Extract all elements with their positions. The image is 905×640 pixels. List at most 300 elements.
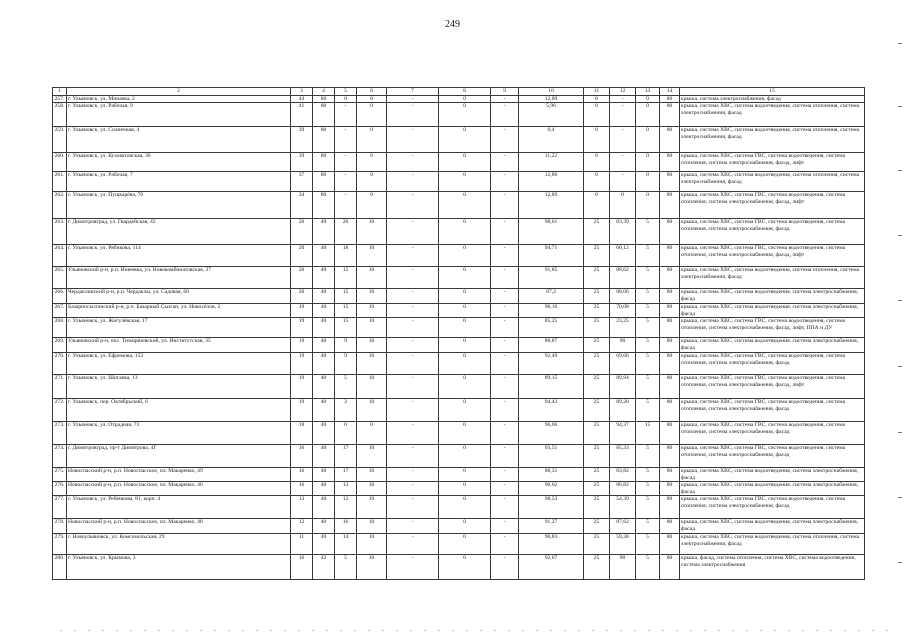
row-number-cell: 280. (53, 555, 67, 580)
table-row (53, 267, 865, 289)
value-cell-c6: 10 (357, 375, 387, 399)
row-number-cell: 267. (53, 304, 67, 318)
value-cell-c11: 25 (584, 353, 610, 375)
value-cell-c10: 6,4 (519, 127, 584, 153)
value-cell-c11: 25 (584, 338, 610, 353)
value-cell-c14: 80 (660, 338, 680, 353)
table-row (53, 245, 865, 267)
value-cell-c10: 94,43 (519, 399, 584, 422)
value-cell-c6: 10 (357, 289, 387, 304)
value-cell-c6: 0 (357, 192, 387, 219)
address-cell: г. Ульяновск, ул. Рабочая, 9 (67, 103, 291, 127)
value-cell-c14: 80 (660, 375, 680, 399)
address-cell: Новоспасский р-н, р.п. Новоспасское, пл. Макаренко, 49 (67, 468, 291, 482)
value-cell-c3: 19 (291, 399, 313, 422)
value-cell-c11: 25 (584, 375, 610, 399)
value-cell-c11: 25 (584, 399, 610, 422)
value-cell-c11: 0 (584, 192, 610, 219)
row-number-cell: 278. (53, 519, 67, 534)
value-cell-c3: 44 (291, 96, 313, 103)
works-list-cell: крыша, система ХВС, система водоотведения, система отопления, система электроснабжения, фасад (680, 103, 865, 127)
row-number-cell: 276. (53, 482, 67, 496)
works-list-cell: крыша, система ХВС, система ГВС, система водоотведения, система отопления, система электроснабжения, фасад (680, 219, 865, 245)
value-cell-c13: 5 (636, 534, 660, 555)
value-cell-c3: 16 (291, 445, 313, 468)
value-cell-c5: - (335, 153, 357, 172)
value-cell-c10: 98,61 (519, 219, 584, 245)
value-cell-c9: - (491, 153, 519, 172)
value-cell-c10: 91,27 (519, 519, 584, 534)
value-cell-c7: - (387, 127, 439, 153)
value-cell-c14: 80 (660, 496, 680, 519)
value-cell-c7: - (387, 482, 439, 496)
address-cell: Новоспасский р-н, р.п. Новоспасское, пл. Макаренко, 48 (67, 519, 291, 534)
row-number-cell: 270. (53, 353, 67, 375)
edge-mark (898, 300, 902, 301)
value-cell-c4: 40 (313, 482, 335, 496)
value-cell-c10: 98,53 (519, 496, 584, 519)
value-cell-c7: - (387, 422, 439, 445)
value-cell-c8: 0 (439, 267, 491, 289)
value-cell-c4: 40 (313, 219, 335, 245)
value-cell-c14: 80 (660, 318, 680, 338)
value-cell-c10: 92,49 (519, 353, 584, 375)
value-cell-c5: 9 (335, 353, 357, 375)
value-cell-c5: - (335, 172, 357, 192)
address-cell: г. Ульяновск, ул. Минаева, 2 (67, 96, 291, 103)
value-cell-c4: 80 (313, 153, 335, 172)
value-cell-c14: 80 (660, 445, 680, 468)
works-list-cell: крыша, система электроснабжения, фасад (680, 96, 865, 103)
value-cell-c3: 19 (291, 353, 313, 375)
value-cell-c10: 11,22 (519, 153, 584, 172)
value-cell-c6: 10 (357, 304, 387, 318)
value-cell-c3: 39 (291, 127, 313, 153)
value-cell-c14: 80 (660, 468, 680, 482)
value-cell-c10: 96,66 (519, 422, 584, 445)
value-cell-c6: 0 (357, 103, 387, 127)
value-cell-c4: 40 (313, 375, 335, 399)
table-row (53, 172, 865, 192)
value-cell-c14: 80 (660, 482, 680, 496)
value-cell-c8: 0 (439, 153, 491, 172)
value-cell-c6: 10 (357, 555, 387, 580)
value-cell-c11: 0 (584, 127, 610, 153)
column-number: 3 (291, 88, 313, 96)
value-cell-c5: 20 (335, 219, 357, 245)
table-row (53, 153, 865, 172)
value-cell-c12: 85,33 (610, 445, 636, 468)
value-cell-c7: - (387, 153, 439, 172)
value-cell-c3: 12 (291, 519, 313, 534)
value-cell-c6: 10 (357, 399, 387, 422)
value-cell-c7: - (387, 534, 439, 555)
page-number: 249 (445, 19, 460, 30)
value-cell-c13: 5 (636, 219, 660, 245)
table-row (53, 192, 865, 219)
value-cell-c10: 90,62 (519, 482, 584, 496)
row-number-cell: 272. (53, 399, 67, 422)
edge-mark (898, 235, 902, 236)
value-cell-c7: - (387, 103, 439, 127)
value-cell-c6: 10 (357, 468, 387, 482)
value-cell-c9: - (491, 172, 519, 192)
value-cell-c8: 0 (439, 422, 491, 445)
value-cell-c5: 16 (335, 519, 357, 534)
value-cell-c9: - (491, 338, 519, 353)
value-cell-c7: - (387, 245, 439, 267)
works-list-cell: крыша, система ХВС, система ГВС, система водоотведения, система отопления, система электроснабжения, фасад (680, 422, 865, 445)
value-cell-c7: - (387, 399, 439, 422)
address-cell: г. Ульяновск, ул. Рабочая, 7 (67, 172, 291, 192)
value-cell-c14: 80 (660, 219, 680, 245)
value-cell-c12: 86,82 (610, 482, 636, 496)
edge-mark (898, 106, 902, 107)
value-cell-c14: 80 (660, 172, 680, 192)
row-number-cell: 259. (53, 127, 67, 153)
value-cell-c12: - (610, 172, 636, 192)
value-cell-c14: 80 (660, 353, 680, 375)
value-cell-c5: 12 (335, 496, 357, 519)
value-cell-c13: 0 (636, 127, 660, 153)
address-cell: г. Ульяновск, ул. Солнечная, 4 (67, 127, 291, 153)
table-row (53, 519, 865, 534)
value-cell-c14: 80 (660, 153, 680, 172)
value-cell-c8: 0 (439, 96, 491, 103)
value-cell-c13: 0 (636, 192, 660, 219)
column-number: 10 (519, 88, 584, 96)
value-cell-c4: 40 (313, 338, 335, 353)
table-row (53, 219, 865, 245)
edge-mark (898, 170, 902, 171)
value-cell-c3: 41 (291, 103, 313, 127)
value-cell-c8: 0 (439, 127, 491, 153)
housing-registry-table (52, 87, 865, 580)
value-cell-c8: 0 (439, 219, 491, 245)
value-cell-c4: 40 (313, 519, 335, 534)
table-row (53, 96, 865, 103)
value-cell-c9: - (491, 192, 519, 219)
address-cell: г. Ульяновск, ул. Пушкарёва, 70 (67, 192, 291, 219)
value-cell-c13: 15 (636, 422, 660, 445)
value-cell-c13: 5 (636, 338, 660, 353)
value-cell-c9: - (491, 468, 519, 482)
value-cell-c11: 25 (584, 289, 610, 304)
table-row (53, 318, 865, 338)
row-number-cell: 257. (53, 96, 67, 103)
value-cell-c13: 5 (636, 353, 660, 375)
value-cell-c6: 0 (357, 127, 387, 153)
value-cell-c7: - (387, 353, 439, 375)
value-cell-c9: - (491, 289, 519, 304)
value-cell-c5: - (335, 127, 357, 153)
value-cell-c7: - (387, 496, 439, 519)
value-cell-c8: 0 (439, 304, 491, 318)
table-row (53, 399, 865, 422)
value-cell-c7: - (387, 318, 439, 338)
address-cell: Ульяновский р-н, пос. Тимирязевский, ул. Институтская, 35 (67, 338, 291, 353)
value-cell-c9: - (491, 399, 519, 422)
value-cell-c4: 40 (313, 353, 335, 375)
value-cell-c12: 23,25 (610, 318, 636, 338)
value-cell-c12: - (610, 127, 636, 153)
value-cell-c6: 10 (357, 353, 387, 375)
value-cell-c4: 80 (313, 96, 335, 103)
works-list-cell: крыша, система ХВС, система водоотведения, система отопления, система электроснабжения, фасад (680, 172, 865, 192)
address-cell: г. Новоульяновск, ул. Комсомольская, 29 (67, 534, 291, 555)
value-cell-c13: 5 (636, 289, 660, 304)
value-cell-c5: 0 (335, 422, 357, 445)
value-cell-c10: 93,51 (519, 445, 584, 468)
works-list-cell: крыша, система ХВС, система ГВС, система водоотведения, система отопления, система электроснабжения, фасад, лифт, ППА и ДУ (680, 318, 865, 338)
value-cell-c12: - (610, 96, 636, 103)
value-cell-c4: 80 (313, 127, 335, 153)
value-cell-c9: - (491, 219, 519, 245)
value-cell-c8: 0 (439, 172, 491, 192)
value-cell-c8: 0 (439, 468, 491, 482)
value-cell-c11: 0 (584, 103, 610, 127)
row-number-cell: 277. (53, 496, 67, 519)
value-cell-c3: 16 (291, 482, 313, 496)
value-cell-c6: 10 (357, 245, 387, 267)
value-cell-c9: - (491, 127, 519, 153)
value-cell-c4: 42 (313, 555, 335, 580)
value-cell-c6: 10 (357, 534, 387, 555)
address-cell: Чердаклинский р-н, р.п. Чердаклы, ул. Садовая, 60 (67, 289, 291, 304)
value-cell-c3: 20 (291, 245, 313, 267)
value-cell-c9: - (491, 267, 519, 289)
column-number: 4 (313, 88, 335, 96)
row-number-cell: 264. (53, 245, 67, 267)
value-cell-c11: 25 (584, 318, 610, 338)
value-cell-c4: 80 (313, 103, 335, 127)
address-cell: г. Димитровград, пр-т Димитрова, 4Г (67, 445, 291, 468)
value-cell-c13: 5 (636, 445, 660, 468)
table-row (53, 482, 865, 496)
value-cell-c4: 40 (313, 445, 335, 468)
address-cell: г. Ульяновск, ул. Шигаева, 13 (67, 375, 291, 399)
value-cell-c13: 5 (636, 519, 660, 534)
table-row (53, 534, 865, 555)
value-cell-c11: 25 (584, 534, 610, 555)
value-cell-c5: 15 (335, 289, 357, 304)
value-cell-c5: 18 (335, 245, 357, 267)
column-number: 12 (610, 88, 636, 96)
column-number: 9 (491, 88, 519, 96)
value-cell-c9: - (491, 353, 519, 375)
value-cell-c4: 40 (313, 289, 335, 304)
value-cell-c12: 90 (610, 338, 636, 353)
column-number-row (53, 88, 865, 96)
value-cell-c5: 15 (335, 267, 357, 289)
value-cell-c8: 0 (439, 289, 491, 304)
works-list-cell: крыша, система ХВС, система водоотведения, система электроснабжения, фасад (680, 289, 865, 304)
value-cell-c6: 0 (357, 96, 387, 103)
value-cell-c13: 0 (636, 103, 660, 127)
value-cell-c13: 0 (636, 96, 660, 103)
value-cell-c7: - (387, 375, 439, 399)
value-cell-c10: 90,83 (519, 534, 584, 555)
value-cell-c5: 13 (335, 482, 357, 496)
value-cell-c14: 80 (660, 519, 680, 534)
value-cell-c14: 80 (660, 555, 680, 580)
value-cell-c13: 5 (636, 375, 660, 399)
value-cell-c12: 0 (610, 192, 636, 219)
value-cell-c10: 85,25 (519, 318, 584, 338)
value-cell-c14: 80 (660, 422, 680, 445)
value-cell-c7: - (387, 555, 439, 580)
column-number: 1 (53, 88, 67, 96)
value-cell-c9: - (491, 519, 519, 534)
value-cell-c12: 59,38 (610, 534, 636, 555)
edge-mark (898, 43, 902, 44)
value-cell-c5: 3 (335, 399, 357, 422)
address-cell: г. Ульяновск, ул. Крымова, 3 (67, 555, 291, 580)
works-list-cell: крыша, система ХВС, система водоотведения, система электроснабжения, фасад (680, 482, 865, 496)
table-row (53, 468, 865, 482)
value-cell-c4: 40 (313, 267, 335, 289)
edge-mark (898, 432, 902, 433)
works-list-cell: крыша, система ХВС, система водоотведения, система электроснабжения, фасад (680, 519, 865, 534)
value-cell-c6: 10 (357, 318, 387, 338)
value-cell-c7: - (387, 289, 439, 304)
edge-mark (898, 366, 902, 367)
address-cell: г. Ульяновск, ул. Кузоватовская, 30 (67, 153, 291, 172)
table-row (53, 445, 865, 468)
value-cell-c3: 20 (291, 219, 313, 245)
table-body (53, 96, 865, 580)
column-number: 8 (439, 88, 491, 96)
value-cell-c6: 10 (357, 445, 387, 468)
value-cell-c11: 25 (584, 267, 610, 289)
value-cell-c11: 25 (584, 468, 610, 482)
value-cell-c12: 88,06 (610, 289, 636, 304)
value-cell-c13: 5 (636, 399, 660, 422)
value-cell-c8: 0 (439, 245, 491, 267)
column-number: 14 (660, 88, 680, 96)
row-number-cell: 260. (53, 153, 67, 172)
value-cell-c4: 40 (313, 245, 335, 267)
address-cell: г. Ульяновск, ул. Рябикова, 114 (67, 245, 291, 267)
value-cell-c3: 34 (291, 192, 313, 219)
works-list-cell: крыша, система ХВС, система ГВС, система водоотведения, система отопления, система электроснабжения, фасад (680, 353, 865, 375)
value-cell-c4: 40 (313, 468, 335, 482)
table-row (53, 127, 865, 153)
works-list-cell: крыша, система ХВС, система ГВС, система водоотведения, система отопления, система электроснабжения, фасад, лифт (680, 245, 865, 267)
value-cell-c10: 88,87 (519, 338, 584, 353)
value-cell-c13: 5 (636, 496, 660, 519)
value-cell-c7: - (387, 445, 439, 468)
value-cell-c4: 40 (313, 534, 335, 555)
value-cell-c11: 25 (584, 245, 610, 267)
value-cell-c11: 25 (584, 496, 610, 519)
row-number-cell: 258. (53, 103, 67, 127)
works-list-cell: крыша, система ХВС, система ГВС, система водоотведения, система отопления, система электроснабжения, фасад, лифт (680, 375, 865, 399)
row-number-cell: 269. (53, 338, 67, 353)
value-cell-c5: 5 (335, 555, 357, 580)
works-list-cell: крыша, система ХВС, система ГВС, система водоотведения, система отопления, система электроснабжения, фасад, лифт (680, 192, 865, 219)
value-cell-c9: - (491, 445, 519, 468)
row-number-cell: 262. (53, 192, 67, 219)
value-cell-c4: 40 (313, 304, 335, 318)
value-cell-c8: 0 (439, 353, 491, 375)
value-cell-c8: 0 (439, 399, 491, 422)
value-cell-c11: 25 (584, 482, 610, 496)
value-cell-c13: 5 (636, 318, 660, 338)
value-cell-c9: - (491, 422, 519, 445)
value-cell-c11: 25 (584, 519, 610, 534)
value-cell-c9: - (491, 304, 519, 318)
column-number: 15 (680, 88, 865, 96)
works-list-cell: крыша, система ХВС, система водоотведения, система электроснабжения, фасад (680, 304, 865, 318)
value-cell-c3: 18 (291, 422, 313, 445)
value-cell-c12: 87,62 (610, 519, 636, 534)
value-cell-c3: 37 (291, 172, 313, 192)
table-row (53, 103, 865, 127)
value-cell-c12: - (610, 153, 636, 172)
value-cell-c3: 19 (291, 318, 313, 338)
value-cell-c6: 0 (357, 422, 387, 445)
value-cell-c5: 5 (335, 375, 357, 399)
value-cell-c4: 80 (313, 192, 335, 219)
value-cell-c8: 0 (439, 338, 491, 353)
address-cell: г. Димитровград, ул. Гвардейская, 42 (67, 219, 291, 245)
works-list-cell: крыша, система ХВС, система водоотведения, система отопления, система электроснабжения, фасад (680, 267, 865, 289)
value-cell-c10: 12,86 (519, 172, 584, 192)
row-number-cell: 271. (53, 375, 67, 399)
value-cell-c13: 5 (636, 304, 660, 318)
value-cell-c13: 5 (636, 482, 660, 496)
column-number: 5 (335, 88, 357, 96)
value-cell-c5: 14 (335, 534, 357, 555)
value-cell-c8: 0 (439, 318, 491, 338)
value-cell-c3: 20 (291, 289, 313, 304)
value-cell-c5: 9 (335, 338, 357, 353)
column-number: 7 (387, 88, 439, 96)
value-cell-c8: 0 (439, 534, 491, 555)
works-list-cell: крыша, система ХВС, система ГВС, система водоотведения, система отопления, система электроснабжения, фасад (680, 445, 865, 468)
row-number-cell: 268. (53, 318, 67, 338)
value-cell-c3: 20 (291, 267, 313, 289)
value-cell-c3: 11 (291, 534, 313, 555)
address-cell: г. Ульяновск, ул. Жигулёвская, 17 (67, 318, 291, 338)
value-cell-c11: 0 (584, 172, 610, 192)
table-row (53, 496, 865, 519)
value-cell-c9: - (491, 496, 519, 519)
value-cell-c13: 5 (636, 245, 660, 267)
value-cell-c9: - (491, 96, 519, 103)
value-cell-c7: - (387, 304, 439, 318)
value-cell-c8: 0 (439, 519, 491, 534)
value-cell-c12: 83,39 (610, 219, 636, 245)
column-number: 2 (67, 88, 291, 96)
table-row (53, 304, 865, 318)
value-cell-c12: 88,62 (610, 267, 636, 289)
value-cell-c7: - (387, 468, 439, 482)
value-cell-c14: 80 (660, 399, 680, 422)
works-list-cell: крыша, система ХВС, система ГВС, система водоотведения, система отопления, система электроснабжения, фасад, лифт (680, 153, 865, 172)
value-cell-c9: - (491, 482, 519, 496)
table-row (53, 422, 865, 445)
row-number-cell: 266. (53, 289, 67, 304)
address-cell: Новоспасский р-н, р.п. Новоспасское, пл. Макаренко, 46 (67, 482, 291, 496)
value-cell-c9: - (491, 103, 519, 127)
row-number-cell: 265. (53, 267, 67, 289)
row-number-cell: 273. (53, 422, 67, 445)
value-cell-c14: 80 (660, 289, 680, 304)
value-cell-c14: 80 (660, 127, 680, 153)
value-cell-c14: 80 (660, 267, 680, 289)
